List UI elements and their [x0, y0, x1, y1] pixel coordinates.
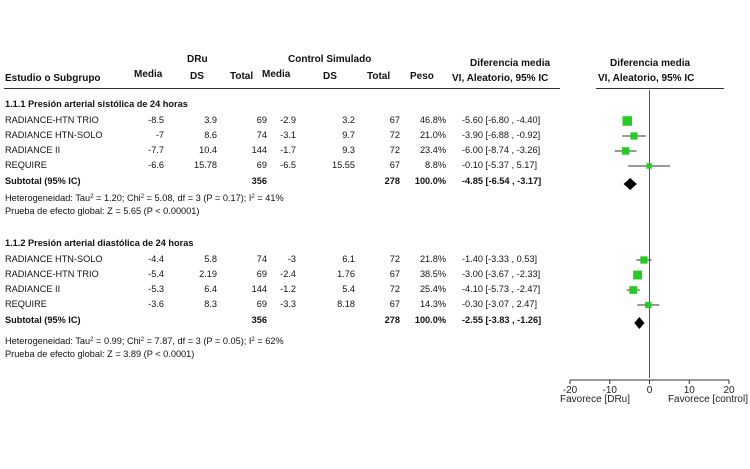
- study-name: REQUIRE: [5, 160, 47, 170]
- weight: 21.8%: [419, 254, 446, 264]
- total-1: 69: [256, 115, 267, 125]
- subtotal-weight: 100.0%: [414, 176, 446, 186]
- weight: 46.8%: [419, 115, 446, 125]
- overall-test-text: Prueba de efecto global: Z = 5.65 (P < 0.00001): [5, 206, 200, 216]
- mean-1: -7.7: [148, 145, 164, 155]
- subtotal-diamond: [634, 317, 644, 329]
- total-1: 69: [256, 160, 267, 170]
- sd-2: 6.1: [342, 254, 355, 264]
- favours-left-label: Favorece [DRu]: [560, 394, 631, 405]
- subtotal-label: Subtotal (95% IC): [5, 176, 81, 186]
- effect-title: Diferencia media: [470, 58, 551, 69]
- subtotal-diamond: [624, 178, 637, 190]
- study-header: Estudio o Subgrupo: [5, 73, 101, 84]
- effect-ci: -5.60 [-6.80 , -4.40]: [462, 115, 541, 125]
- total2-header: Total: [367, 71, 391, 82]
- effect-ci: -1.40 [-3.33 , 0.53]: [462, 254, 538, 264]
- group2-header: Control Simulado: [288, 54, 372, 65]
- effect-ci: -3.00 [-3.67 , -2.33]: [462, 269, 541, 279]
- total-2: 72: [389, 254, 400, 264]
- total1-header: Total: [230, 71, 254, 82]
- x-tick-label: 10: [683, 385, 695, 396]
- subtotal-ci: -2.55 [-3.83 , -1.26]: [462, 315, 542, 325]
- sd-1: 10.4: [199, 145, 217, 155]
- ds2-header: DS: [323, 71, 337, 82]
- mean-2: -3.1: [280, 130, 296, 140]
- effect-ci: -3.90 [-6.88 , -0.92]: [462, 130, 541, 140]
- total-2: 67: [389, 115, 400, 125]
- study-name: RADIANCE-HTN TRIO: [5, 115, 99, 125]
- sd-2: 8.18: [337, 299, 355, 309]
- peso-header: Peso: [410, 71, 434, 82]
- sd-2: 9.7: [342, 130, 355, 140]
- study-marker: [630, 132, 637, 139]
- ds1-header: DS: [190, 71, 204, 82]
- sd-2: 3.2: [342, 115, 355, 125]
- mean-2: -2.4: [280, 269, 296, 279]
- total-2: 67: [389, 299, 400, 309]
- sd-1: 6.4: [204, 284, 217, 294]
- subtotal-weight: 100.0%: [414, 315, 446, 325]
- sd-2: 15.55: [332, 160, 355, 170]
- x-tick-label: 0: [646, 385, 653, 396]
- total-2: 72: [389, 284, 400, 294]
- sd-1: 15.78: [194, 160, 217, 170]
- media2-header: Media: [262, 69, 291, 80]
- total-1: 144: [251, 284, 267, 294]
- weight: 14.3%: [419, 299, 446, 309]
- effect-ci: -4.10 [-5.73 , -2.47]: [462, 284, 541, 294]
- study-marker: [633, 271, 642, 280]
- mean-1: -5.3: [148, 284, 164, 294]
- mean-2: -1.7: [280, 145, 296, 155]
- study-name: RADIANCE II: [5, 284, 61, 294]
- mean-2: -1.2: [280, 284, 296, 294]
- subtotal-n2: 278: [384, 176, 400, 186]
- subtotal-n1: 356: [251, 176, 267, 186]
- study-name: RADIANCE HTN-SOLO: [5, 130, 103, 140]
- sd-1: 3.9: [204, 115, 217, 125]
- total-1: 74: [256, 130, 267, 140]
- plot-title: Diferencia media: [610, 58, 691, 69]
- effect-ci: -0.10 [-5.37 , 5.17]: [462, 160, 538, 170]
- mean-1: -6.6: [148, 160, 164, 170]
- total-1: 69: [256, 269, 267, 279]
- sd-2: 9.3: [342, 145, 355, 155]
- subtotal-n2: 278: [384, 315, 400, 325]
- subtotal-label: Subtotal (95% IC): [5, 315, 81, 325]
- weight: 23.4%: [419, 145, 446, 155]
- sd-2: 5.4: [342, 284, 355, 294]
- study-marker: [646, 163, 651, 168]
- total-1: 144: [251, 145, 267, 155]
- effect-method: VI, Aleatorio, 95% IC: [452, 73, 549, 84]
- study-marker: [645, 302, 651, 308]
- study-name: RADIANCE HTN-SOLO: [5, 254, 103, 264]
- weight: 8.8%: [425, 160, 446, 170]
- effect-ci: -6.00 [-8.74 , -3.26]: [462, 145, 541, 155]
- study-marker: [629, 286, 637, 294]
- total-2: 67: [389, 160, 400, 170]
- sd-1: 5.8: [204, 254, 217, 264]
- effect-ci: -0.30 [-3.07 , 2.47]: [462, 299, 538, 309]
- subtotal-n1: 356: [251, 315, 267, 325]
- x-tick-label: 20: [723, 385, 735, 396]
- mean-2: -3: [287, 254, 296, 264]
- total-2: 72: [389, 130, 400, 140]
- weight: 25.4%: [419, 284, 446, 294]
- sd-1: 8.6: [204, 130, 217, 140]
- mean-1: -7: [155, 130, 164, 140]
- heterogeneity-text: Heterogeneidad: Tau$^2$ = 0.99; Chi$^2$ = 7.87, df = 3 (P = 0.05); $I^2 = 62\%$: [5, 336, 284, 346]
- mean-1: -5.4: [148, 269, 164, 279]
- overall-test-text: Prueba de efecto global: Z = 3.89 (P < 0.0001): [5, 349, 195, 359]
- sd-2: 1.76: [337, 269, 355, 279]
- sd-1: 8.3: [204, 299, 217, 309]
- total-2: 67: [389, 269, 400, 279]
- total-1: 74: [256, 254, 267, 264]
- mean-2: -6.5: [280, 160, 296, 170]
- study-marker: [622, 116, 632, 126]
- heterogeneity-text: Heterogeneidad: Tau$^2$ = 1.20; Chi$^2$ = 5.08, df = 3 (P = 0.17); $I^2 = 41\%$: [5, 193, 284, 203]
- study-marker: [640, 256, 647, 263]
- group1-header: DRu: [187, 54, 208, 65]
- mean-2: -2.9: [280, 115, 296, 125]
- mean-1: -8.5: [148, 115, 164, 125]
- subtotal-ci: -4.85 [-6.54 , -3.17]: [462, 176, 542, 186]
- study-name: RADIANCE-HTN TRIO: [5, 269, 99, 279]
- study-marker: [622, 147, 629, 154]
- weight: 38.5%: [419, 269, 446, 279]
- plot-method: VI, Aleatorio, 95% IC: [598, 73, 695, 84]
- x-tick-label: -20: [562, 385, 578, 396]
- mean-1: -4.4: [148, 254, 164, 264]
- sd-1: 2.19: [199, 269, 217, 279]
- total-1: 69: [256, 299, 267, 309]
- media1-header: Media: [134, 69, 163, 80]
- subgroup-title: 1.1.2 Presión arterial diastólica de 24 horas: [5, 238, 194, 248]
- x-tick-label: -10: [602, 385, 617, 396]
- study-name: REQUIRE: [5, 299, 47, 309]
- mean-1: -3.6: [148, 299, 164, 309]
- study-name: RADIANCE II: [5, 145, 61, 155]
- subgroup-title: 1.1.1 Presión arterial sistólica de 24 horas: [5, 99, 188, 109]
- favours-right-label: Favorece [control]: [667, 394, 748, 405]
- mean-2: -3.3: [280, 299, 296, 309]
- weight: 21.0%: [419, 130, 446, 140]
- total-2: 72: [389, 145, 400, 155]
